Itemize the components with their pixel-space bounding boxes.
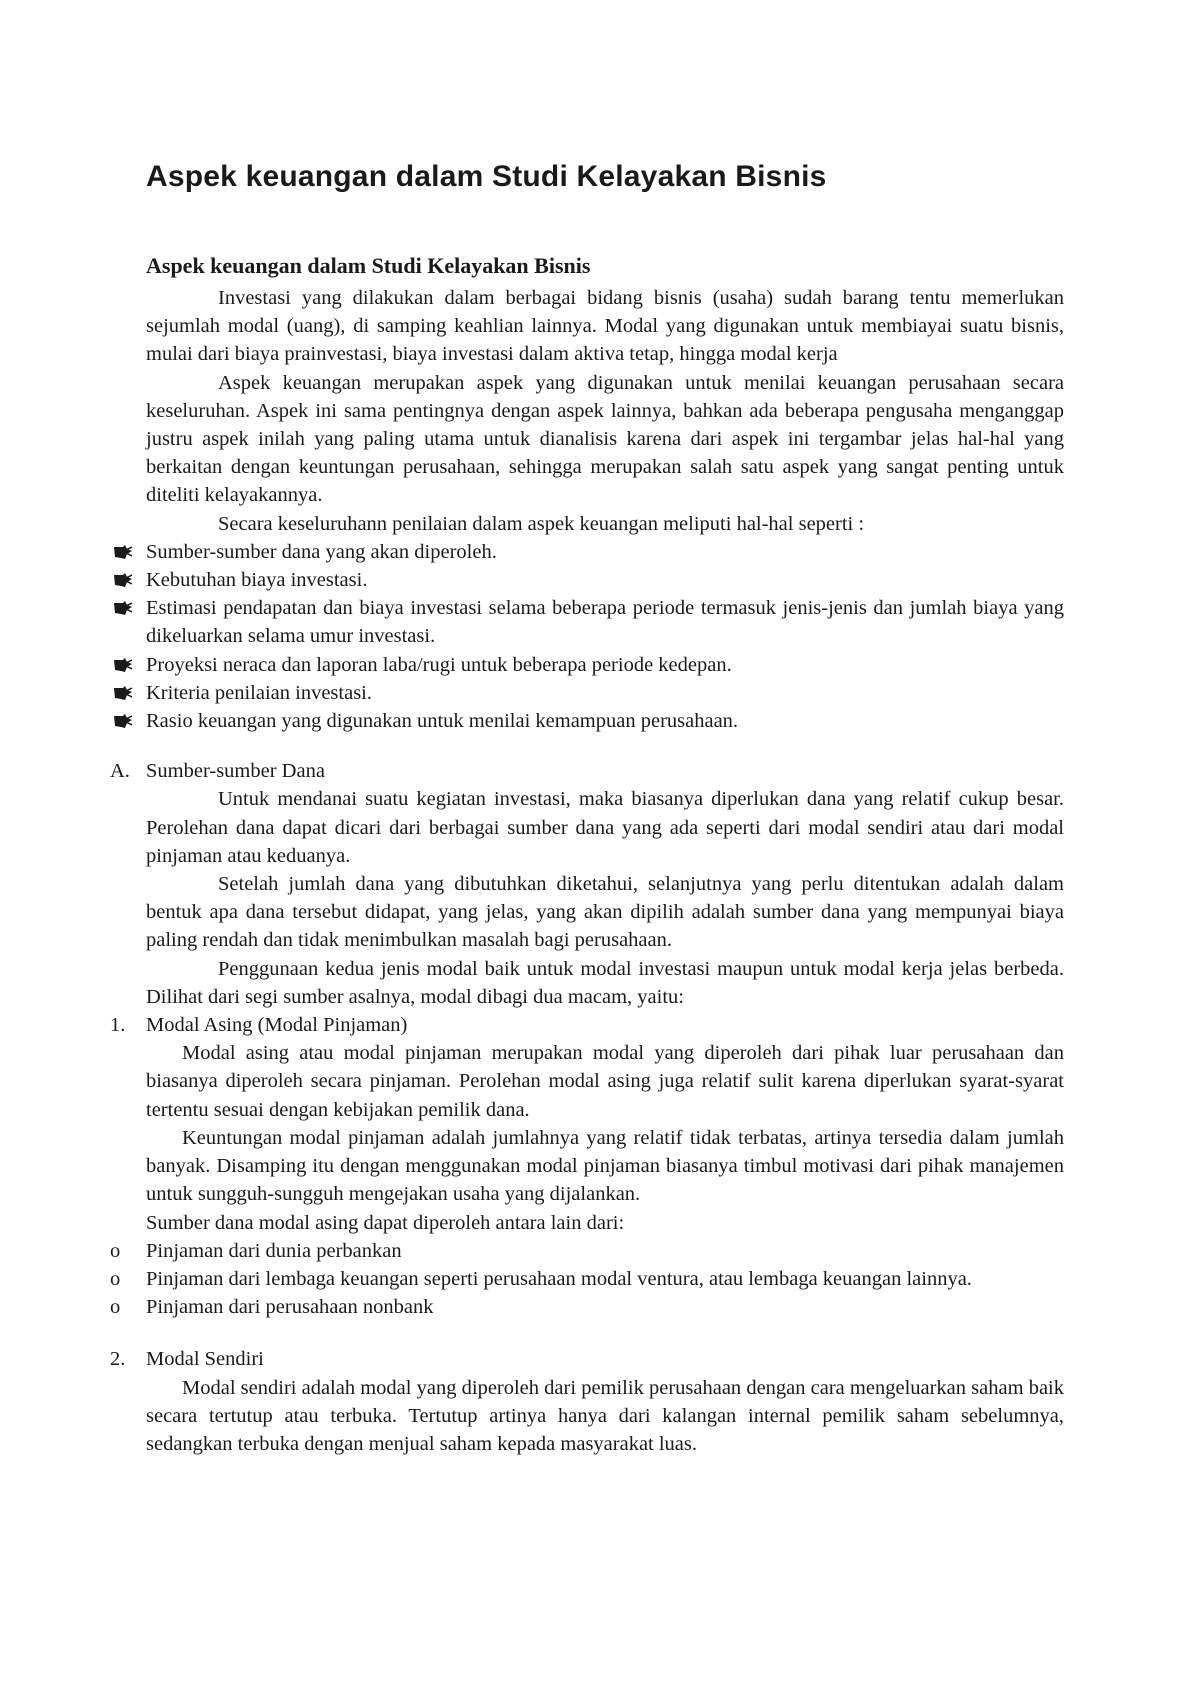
spacer (146, 1321, 1064, 1345)
item-heading: Modal Asing (Modal Pinjaman) (146, 1014, 408, 1037)
pointing-hand-icon (112, 594, 142, 627)
circle-bullet: o (110, 1296, 121, 1319)
list-item: o Pinjaman dari perusahaan nonbank (146, 1293, 1064, 1321)
circle-bullet: o (110, 1267, 121, 1290)
item-number: 2. (110, 1348, 126, 1371)
sources-intro: Sumber dana modal asing dapat diperoleh antara lain dari: (146, 1211, 625, 1234)
sources-list (110, 1237, 1064, 1322)
item-paragraph: Modal sendiri adalah modal yang diperoleh dari pemilik perusahaan dengan cara mengeluarkan saham baik secara tertutup atau terbuka. Tertutup artinya hanya dari kalangan internal pemilik saham sebelumnya, sedangkan terbuka dengan menjual saham kepada masyarakat luas. (146, 1376, 1064, 1455)
section-paragraph: Setelah jumlah dana yang dibutuhkan diketahui, selanjutnya yang perlu ditentukan adalah dalam bentuk apa dana tersebut didapat, yang jelas, yang akan dipilih adalah sumber dana yang mempunyai biaya paling rendah dan tidak menimbulkan masalah bagi perusahaan. (146, 873, 1064, 952)
list-item: Kriteria penilaian investasi. (146, 679, 1064, 707)
section-subtitle: Aspek keuangan dalam Studi Kelayakan Bisnis (146, 253, 591, 278)
assessment-list (146, 538, 1064, 735)
intro-paragraph: Investasi yang dilakukan dalam berbagai bidang bisnis (usaha) sudah barang tentu memerlukan sejumlah modal (uang), di samping keahlian lainnya. Modal yang digunakan untuk membiayai suatu bisnis, mulai dari biaya prainvestasi, biaya investasi dalam aktiva tetap, hingga modal kerja (146, 287, 1064, 366)
item-paragraph: Modal asing atau modal pinjaman merupakan modal yang diperoleh dari pihak luar perusahaan dan biasanya diperoleh secara pinjaman. Perolehan modal asing juga relatif sulit karena diperlukan syarat-syarat tertentu sesuai dengan kebijakan pemilik dana. (146, 1042, 1064, 1121)
list-item: o Pinjaman dari lembaga keuangan seperti perusahaan modal ventura, atau lembaga keuangan lainnya. (146, 1265, 1064, 1293)
item-1-heading (110, 1011, 1064, 1039)
list-item: o Pinjaman dari dunia perbankan (146, 1237, 1064, 1265)
item-number: 1. (110, 1014, 126, 1037)
section-heading: Sumber-sumber Dana (146, 760, 325, 783)
section-paragraph: Untuk mendanai suatu kegiatan investasi, maka biasanya diperlukan dana yang relatif cukup besar. Perolehan dana dapat dicari dari berbagai sumber dana yang ada seperti dari modal sendiri atau dari modal pinjaman atau keduanya. (146, 788, 1064, 867)
section-a-heading (110, 757, 1064, 785)
list-item: Kebutuhan biaya investasi. (146, 566, 1064, 594)
list-item: Rasio keuangan yang digunakan untuk menilai kemampuan perusahaan. (146, 707, 1064, 735)
item-heading: Modal Sendiri (146, 1348, 264, 1371)
intro-paragraph: Aspek keuangan merupakan aspek yang digunakan untuk menilai keuangan perusahaan secara keseluruhan. Aspek ini sama pentingnya dengan aspek lainnya, bahkan ada beberapa pengusaha menganggap justru aspek inilah yang paling utama untuk dianalisis karena dari aspek ini tergambar jelas hal-hal yang berkaitan dengan keuntungan perusahaan, sehingga merupakan salah satu aspek yang sangat penting untuk diteliti kelayakannya. (146, 371, 1064, 507)
list-item: Proyeksi neraca dan laporan laba/rugi untuk beberapa periode kedepan. (146, 651, 1064, 679)
list-item: Sumber-sumber dana yang akan diperoleh. (146, 538, 1064, 566)
intro-paragraph: Secara keseluruhann penilaian dalam aspek keuangan meliputi hal-hal seperti : (218, 512, 865, 535)
list-item: Estimasi pendapatan dan biaya investasi selama beberapa periode termasuk jenis-jenis dan jumlah biaya yang dikeluarkan selama umur investasi. (146, 594, 1064, 650)
pointing-hand-icon (112, 707, 142, 740)
item-2-heading (110, 1345, 1064, 1373)
section-paragraph: Penggunaan kedua jenis modal baik untuk modal investasi maupun untuk modal kerja jelas berbeda. Dilihat dari segi sumber asalnya, modal dibagi dua macam, yaitu: (146, 957, 1064, 1008)
document-title: Aspek keuangan dalam Studi Kelayakan Bisnis (146, 160, 827, 193)
document-body (110, 250, 1064, 1458)
section-marker: A. (110, 760, 130, 783)
circle-bullet: o (110, 1239, 121, 1262)
item-paragraph: Keuntungan modal pinjaman adalah jumlahnya yang relatif tidak terbatas, artinya tersedia dalam jumlah banyak. Disamping itu dengan menggunakan modal pinjaman biasanya timbul motivasi dari pihak manajemen untuk sungguh-sungguh mengejakan usaha yang dijalankan. (146, 1126, 1064, 1206)
